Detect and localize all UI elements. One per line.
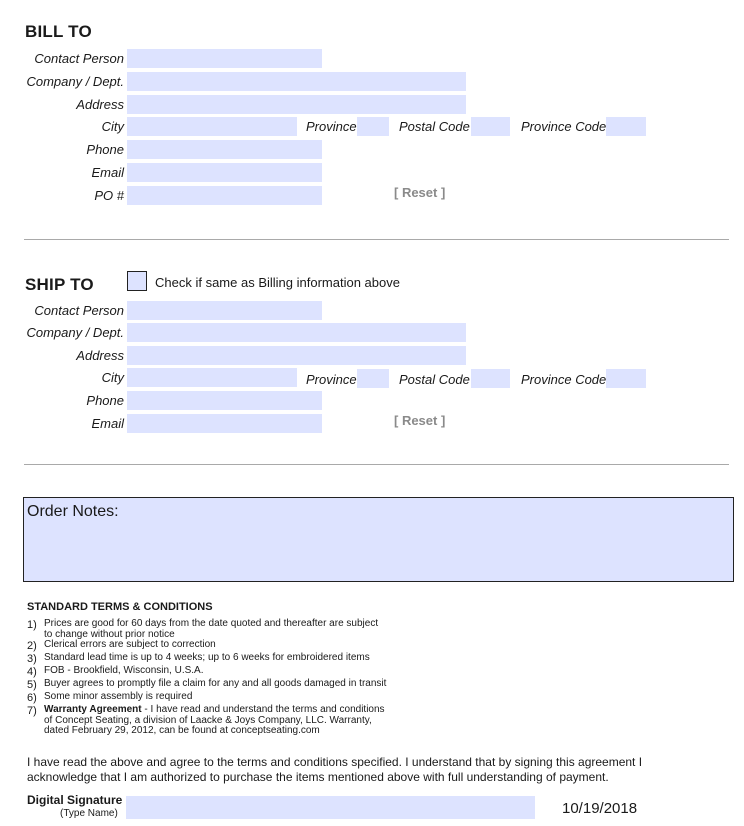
- order-notes-label: Order Notes:: [27, 503, 119, 520]
- terms-item-number: 4): [27, 666, 37, 678]
- terms-item-number: 6): [27, 692, 37, 704]
- terms-item-line: Buyer agrees to promptly file a claim for any and all goods damaged in transit: [44, 678, 387, 689]
- terms-title: STANDARD TERMS & CONDITIONS: [27, 601, 213, 613]
- agreement-line-2: acknowledge that I am authorized to purchase the items mentioned above with full understanding of payment.: [27, 770, 609, 784]
- agreement-text: [27, 755, 647, 785]
- terms-item-line-text: - I have read and understand the terms and conditions: [141, 704, 385, 715]
- bill-province-label: Province: [306, 119, 357, 134]
- terms-item: [27, 679, 424, 691]
- ship-reset-button[interactable]: [ Reset ]: [394, 413, 446, 428]
- order-notes-field[interactable]: [23, 497, 734, 582]
- terms-item: [27, 692, 424, 704]
- terms-item-line: [44, 705, 424, 716]
- terms-item-text: [44, 679, 424, 691]
- terms-item-line: to change without prior notice: [44, 628, 175, 640]
- signature-date: 10/19/2018: [562, 800, 638, 817]
- terms-item-text: [44, 666, 424, 678]
- terms-item-text: [44, 640, 424, 652]
- ship-postal-label: Postal Code: [399, 372, 470, 387]
- bill-postal-label: Postal Code: [399, 119, 470, 134]
- terms-item-number: 1): [27, 619, 37, 631]
- ship-address-label: Address: [76, 348, 124, 363]
- bill-city-label: City: [101, 119, 124, 134]
- bill-to-title: BILL TO: [25, 22, 92, 41]
- terms-item-line: of Concept Seating, a division of Laacke & Joys Company, LLC. Warranty,: [44, 714, 372, 726]
- bill-province-code-label: Province Code: [521, 119, 607, 134]
- signature-sublabel: (Type Name): [60, 808, 118, 819]
- terms-item-line: FOB - Brookfield, Wisconsin, U.S.A.: [44, 665, 204, 676]
- terms-item-number: 5): [27, 679, 37, 691]
- bill-address-label: Address: [76, 97, 124, 112]
- ship-address-field[interactable]: [127, 346, 466, 365]
- signature-field[interactable]: [126, 796, 535, 819]
- ship-province-code-label: Province Code: [521, 372, 607, 387]
- bill-company-field[interactable]: [127, 72, 466, 91]
- ship-email-field[interactable]: [127, 414, 322, 433]
- ship-province-field[interactable]: [357, 369, 389, 388]
- bill-address-field[interactable]: [127, 95, 466, 114]
- ship-company-field[interactable]: [127, 323, 466, 342]
- ship-contact-field[interactable]: [127, 301, 322, 320]
- terms-item: [27, 705, 424, 737]
- bill-email-label: Email: [91, 165, 124, 180]
- terms-item-text: [44, 692, 424, 704]
- ship-company-label: Company / Dept.: [26, 325, 124, 340]
- ship-city-label: City: [101, 370, 124, 385]
- terms-item-number: 2): [27, 640, 37, 652]
- ship-province-code-field[interactable]: [606, 369, 646, 388]
- terms-item-text: [44, 619, 424, 640]
- warranty-agreement-label: Warranty Agreement: [44, 704, 142, 715]
- terms-item: [27, 666, 424, 678]
- ship-email-label: Email: [91, 416, 124, 431]
- terms-item-text: [44, 653, 424, 665]
- bill-email-field[interactable]: [127, 163, 322, 182]
- ship-phone-field[interactable]: [127, 391, 322, 410]
- bill-po-label: PO #: [94, 188, 124, 203]
- agreement-line-1: I have read the above and agree to the terms and conditions specified. I understand that by signing this agreement I: [27, 755, 643, 769]
- terms-item-line: dated February 29, 2012, can be found at conceptseating.com: [44, 725, 320, 736]
- ship-province-label: Province: [306, 372, 357, 387]
- terms-item: [27, 640, 424, 652]
- terms-item-line: Standard lead time is up to 4 weeks; up to 6 weeks for embroidered items: [44, 652, 370, 663]
- bill-city-field[interactable]: [127, 117, 297, 136]
- bill-phone-label: Phone: [86, 142, 124, 157]
- terms-item: [27, 619, 424, 640]
- ship-city-field[interactable]: [127, 368, 297, 387]
- terms-item-line: Some minor assembly is required: [44, 691, 193, 702]
- ship-postal-field[interactable]: [471, 369, 510, 388]
- bill-po-field[interactable]: [127, 186, 322, 205]
- bill-reset-button[interactable]: [ Reset ]: [394, 185, 446, 200]
- ship-to-title: SHIP TO: [25, 275, 94, 294]
- bill-province-field[interactable]: [357, 117, 389, 136]
- terms-item-number: 7): [27, 705, 37, 717]
- ship-contact-label: Contact Person: [34, 303, 124, 318]
- ship-phone-label: Phone: [86, 393, 124, 408]
- section-divider: [24, 239, 729, 240]
- bill-contact-label: Contact Person: [34, 51, 124, 66]
- signature-label: Digital Signature: [27, 793, 123, 807]
- bill-phone-field[interactable]: [127, 140, 322, 159]
- terms-item-text: [44, 705, 424, 737]
- terms-item: [27, 653, 424, 665]
- terms-item-line: Prices are good for 60 days from the date quoted and thereafter are subject: [44, 618, 379, 629]
- same-as-billing-checkbox[interactable]: [127, 271, 147, 291]
- bill-province-code-field[interactable]: [606, 117, 646, 136]
- bill-company-label: Company / Dept.: [26, 74, 124, 89]
- terms-item-number: 3): [27, 653, 37, 665]
- same-as-billing-label: Check if same as Billing information above: [155, 275, 400, 290]
- bill-contact-field[interactable]: [127, 49, 322, 68]
- terms-item-line: Clerical errors are subject to correction: [44, 639, 216, 650]
- section-divider: [24, 464, 729, 465]
- bill-postal-field[interactable]: [471, 117, 510, 136]
